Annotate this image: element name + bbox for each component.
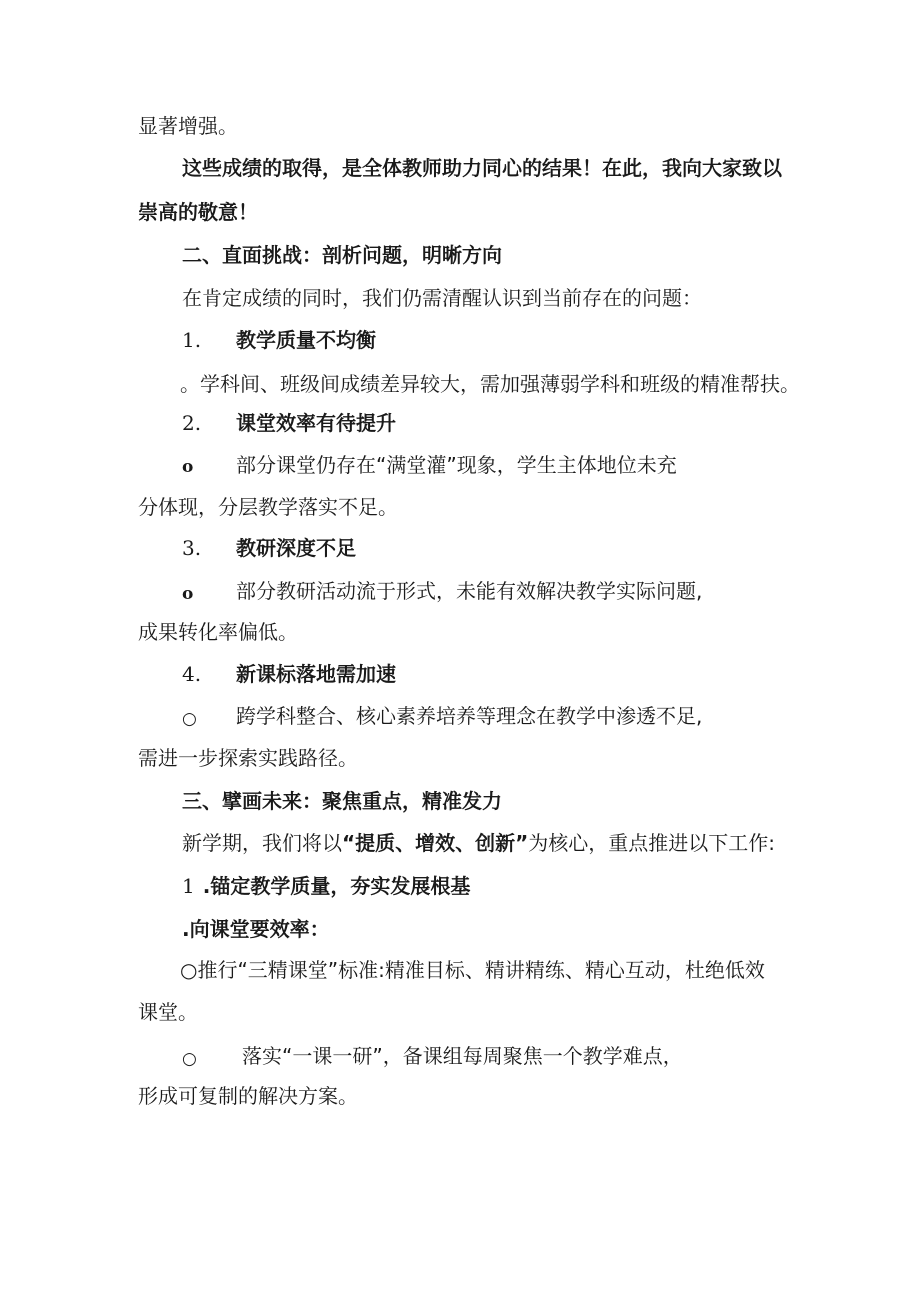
bullet-marker: ○: [182, 1049, 197, 1069]
bullet-marker: ○: [182, 709, 197, 729]
section-heading: 二、直面挑战：剖析问题，明晰方向: [182, 243, 502, 267]
subheading-number: 1: [182, 874, 195, 898]
list-number: 2.: [182, 411, 202, 435]
paragraph-line: 。学科间、班级间成绩差异较大，需加强薄弱学科和班级的精准帮扶。: [180, 372, 800, 396]
paragraph-line: 成果转化率偏低。: [138, 620, 298, 644]
paragraph-line: 形成可复制的解决方案。: [138, 1084, 358, 1108]
paragraph-line: 在肯定成绩的同时，我们仍需清醒认识到当前存在的问题：: [182, 286, 702, 310]
paragraph-line: ○推行“三精课堂”标准:精准目标、精讲精练、精心互动，杜绝低效: [180, 958, 765, 982]
list-item-title: 教研深度不足: [236, 536, 356, 560]
paragraph-line: 课堂。: [138, 1000, 198, 1024]
section-heading: 三、擘画未来：聚焦重点，精准发力: [182, 789, 502, 813]
bullet-marker: o: [182, 584, 194, 604]
paragraph-line: 显著增强。: [138, 114, 238, 138]
text-run: 新学期，我们将以: [182, 831, 342, 855]
paragraph-line: 分体现，分层教学落实不足。: [138, 495, 398, 519]
paragraph-line: 部分教研活动流于形式，未能有效解决教学实际问题,: [236, 579, 703, 603]
paragraph-line: 需进一步探索实践路径。: [138, 746, 358, 770]
paragraph-line: [182, 830, 775, 856]
paragraph-line: 崇高的敬意！: [138, 200, 258, 224]
subheading: .向课堂要效率：: [182, 917, 330, 941]
list-item-title: 新课标落地需加速: [236, 662, 396, 686]
paragraph-line: 跨学科整合、核心素养培养等理念在教学中渗透不足,: [236, 704, 703, 728]
paragraph-line: 部分课堂仍存在“满堂灌”现象，学生主体地位未充: [236, 453, 677, 477]
list-item-title: 课堂效率有待提升: [236, 411, 396, 435]
paragraph-line: 这些成绩的取得，是全体教师助力同心的结果！在此，我向大家致以: [182, 156, 782, 180]
list-number: 3.: [182, 536, 202, 560]
list-item-title: 教学质量不均衡: [236, 328, 376, 352]
subheading-text: .锚定教学质量，夯实发展根基: [202, 874, 471, 898]
paragraph-line: 落实“一课一研”，备课组每周聚焦一个教学难点，: [242, 1044, 683, 1068]
bullet-marker: o: [182, 457, 194, 477]
emphasis-text: “提质、增效、创新”: [342, 831, 529, 855]
subheading: [182, 873, 470, 899]
list-number: 4.: [182, 662, 202, 686]
list-number: 1.: [182, 328, 202, 352]
text-run: 为核心，重点推进以下工作:: [528, 831, 776, 855]
